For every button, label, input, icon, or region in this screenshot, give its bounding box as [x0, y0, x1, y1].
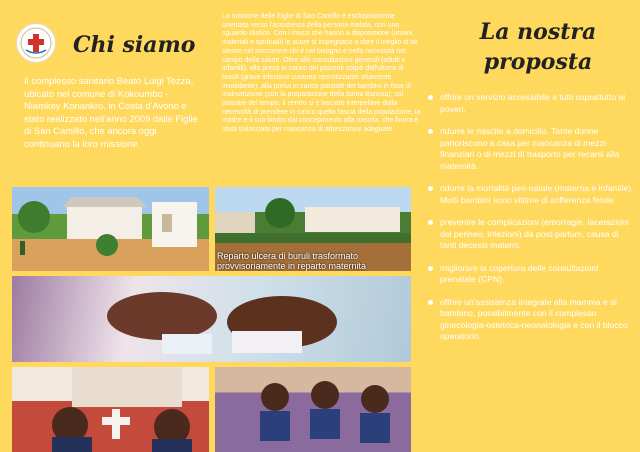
photo-buruli-ward [215, 187, 411, 271]
proposal-item [428, 126, 634, 172]
bullet-icon [428, 95, 433, 100]
bullet-icon [428, 266, 433, 271]
photo-babies-in-cots [215, 367, 411, 452]
proposal-item-text: offrire un'assistenza integrale alla mamma e al bambino, possibilmente con il complesso ginecologia-ostetrica-neonatologia e con il blocco operatorio. [440, 296, 628, 341]
proposal-list [428, 92, 634, 354]
bullet-icon [428, 186, 433, 191]
proposal-item-text: prevenire le complicazioni (emorragie, lacerazioni del perineo, infezioni) da post-partum, causa di tanti decessi materni. [440, 217, 629, 250]
proposal-item-text: migliorare la copertura delle consultazioni prenatale (CPN). [440, 262, 599, 284]
organization-logo [16, 23, 56, 63]
proposal-item-text: offrire un servizio accessibile a tutti soprattutto ai poveri. [440, 92, 626, 114]
proposal-item-text: ridurre le nascite a domicilio. Tante donne partoriscono a casa per mancanza di mezzi finanziari o di mezzi di trasporto per recarsi alla maternità. [440, 126, 620, 171]
intro-paragraph: Il complesso sanitario Beato Luigi Tezza, ubicato nel comune di Kokoumbo - Niamkey Konankro, in Costa d'Avorio è stato realizzato nell'anno 2009 dalle Figlie di San Camillo, che ancora oggi continuano la loro missione. [24, 75, 198, 149]
bullet-icon [428, 300, 433, 305]
photo-caption: Reparto ulcera di buruli trasformato provvisoriamente in reparto maternità [217, 251, 367, 271]
proposal-item [428, 92, 634, 115]
proposal-item [428, 263, 634, 286]
proposal-item-text: ridurre la mortalità peri-natale (materna e infantile). Molti bambini sono vittime di sofferenza fetale. [440, 183, 634, 205]
photo-nun-with-babies [12, 367, 209, 452]
section-title-proposal: La nostra proposta [479, 19, 597, 75]
section-title-about: Chi siamo [73, 32, 196, 58]
cross-emblem-icon [18, 25, 54, 61]
proposal-item [428, 183, 634, 206]
photo-hospital-building [12, 187, 209, 271]
proposal-item [428, 297, 634, 343]
photo-newborns-incubator [12, 276, 411, 362]
mission-paragraph: La missione delle Figlie di San Camillo è esclusivamente orientata verso l'assistenza della persona malata, con uno sguardo olistico. Con i mezzi che hanno a disposizione (umani, materiali e spirituali) le suore si impegnano a dare il meglio di sé stesse nel soccorrere chi è nel bisogno e nella necessità nel campo della salute. Oltre alle consultazioni generali (adulti e infantili), alla presa in carico dei pazienti colpiti dall'ulcera di buruli (grave infezione cutanea necrotizzante altamente invalidante), alla presa in carico parziale dei bambini in fase di malnutrizione (con la preparazione della farina Bamisa); col passare del tempo, il centro si è lasciato interpellare dalla necessità di prendere in carico quella fascia della popolazione, la madre e il suo bimbo dal concepimento alla nascita, che finora è stata tralasciata per mancanza di attrezzature adeguate. [222, 13, 421, 134]
bullet-icon [428, 220, 433, 225]
bullet-icon [428, 129, 433, 134]
proposal-item [428, 217, 634, 252]
